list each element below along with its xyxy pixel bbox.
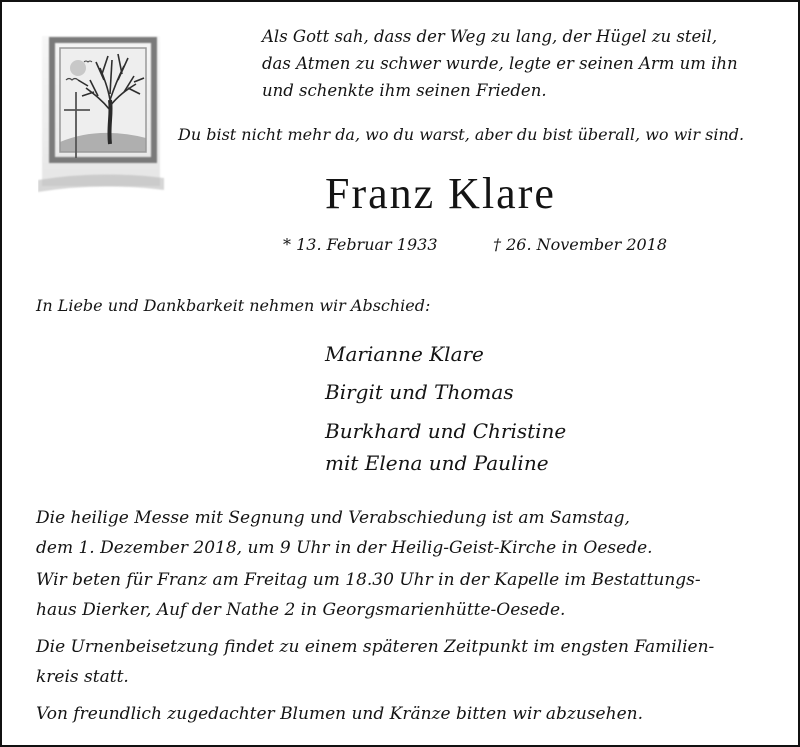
- poem-line-2: das Atmen zu schwer wurde, legte er seinen Arm um ihn: [262, 54, 738, 73]
- family-member: Birgit und Thomas: [325, 380, 514, 404]
- birth-date: * 13. Februar 1933: [283, 235, 438, 254]
- family-member: Burkhard und Christine: [325, 419, 567, 443]
- prayer-info-line: Wir beten für Franz am Freitag um 18.30 Uhr in der Kapelle im Bestattungs-: [36, 570, 701, 590]
- service-info-line: Die heilige Messe mit Segnung und Verabschiedung ist am Samstag,: [36, 508, 630, 528]
- farewell-intro: In Liebe und Dankbarkeit nehmen wir Abschied:: [36, 296, 431, 315]
- burial-info-line: kreis statt.: [36, 667, 129, 687]
- poem-line-3: und schenkte ihm seinen Frieden.: [262, 81, 547, 100]
- death-date: † 26. November 2018: [493, 235, 668, 254]
- tree-cross-illustration-icon: [38, 30, 168, 230]
- flowers-info-line: Von freundlich zugedachter Blumen und Kränze bitten wir abzusehen.: [36, 704, 643, 724]
- service-info-line: dem 1. Dezember 2018, um 9 Uhr in der Heilig-Geist-Kirche in Oesede.: [36, 538, 653, 558]
- family-member: Marianne Klare: [325, 342, 484, 366]
- prayer-info-line: haus Dierker, Auf der Nathe 2 in Georgsmarienhütte-Oesede.: [36, 600, 566, 620]
- family-member: mit Elena und Pauline: [325, 451, 549, 475]
- poem-line-1: Als Gott sah, dass der Weg zu lang, der Hügel zu steil,: [262, 27, 718, 46]
- deceased-name: Franz Klare: [325, 169, 556, 218]
- burial-info-line: Die Urnenbeisetzung findet zu einem späteren Zeitpunkt im engsten Familien-: [36, 637, 715, 657]
- memorial-quote: Du bist nicht mehr da, wo du warst, aber du bist überall, wo wir sind.: [178, 125, 745, 144]
